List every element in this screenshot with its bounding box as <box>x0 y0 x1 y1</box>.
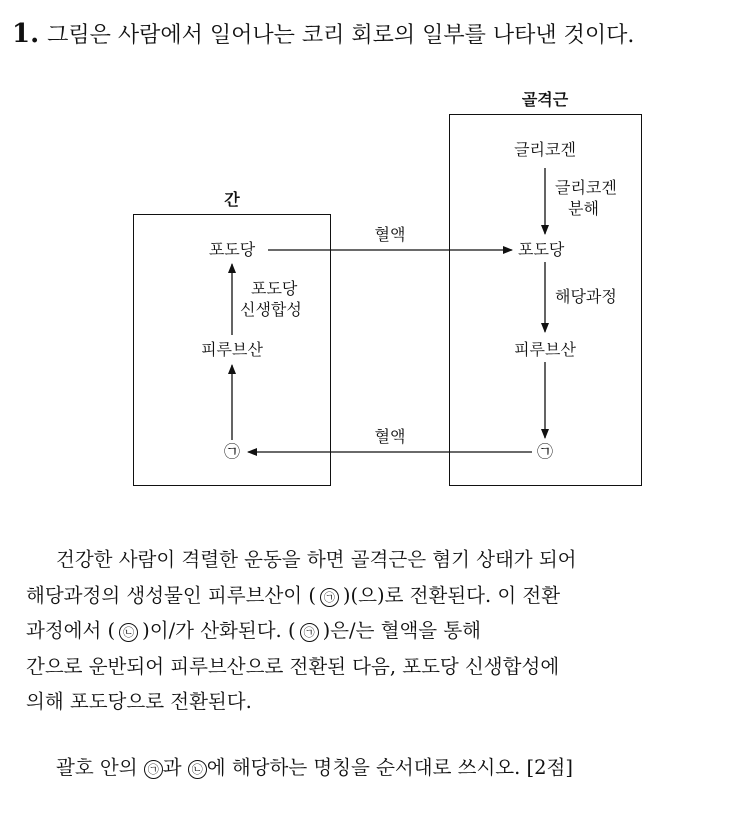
blank-marker-1: ㉠ <box>320 588 339 607</box>
question-text: 그림은 사람에서 일어나는 코리 회로의 일부를 나타낸 것이다. <box>47 23 635 48</box>
prompt-marker-2: ㉡ <box>188 760 207 779</box>
passage-line-5: 의해 포도당으로 전환된다. <box>26 690 252 713</box>
liver-pyruvate: 피루브산 <box>201 340 263 359</box>
prompt-c: 에 해당하는 명칭을 순서대로 쓰시오. [2점] <box>206 756 574 779</box>
prompt-a: 괄호 안의 <box>56 756 138 779</box>
passage-line-2 <box>26 578 726 614</box>
passage-l2a: 해당과정의 생성물인 피루브산이 ( <box>26 583 316 607</box>
prompt-b: 과 <box>162 756 182 779</box>
blood-label-bottom: 혈액 <box>374 427 406 446</box>
muscle-title: 골격근 <box>521 90 569 109</box>
blood-label-top: 혈액 <box>374 225 406 244</box>
question-prompt <box>56 752 573 780</box>
passage-l3a: 과정에서 ( <box>26 619 116 642</box>
muscle-glucose: 포도당 <box>518 240 565 259</box>
muscle-pyruvate: 피루브산 <box>514 340 576 359</box>
passage <box>26 542 726 720</box>
prompt-marker-1: ㉠ <box>144 760 163 779</box>
muscle-process1-line1: 글리코겐 <box>555 178 617 197</box>
muscle-marker: ㉠ <box>536 442 554 461</box>
muscle-process2: 해당과정 <box>555 287 617 306</box>
question-number: 1. <box>12 19 40 49</box>
blank-marker-3: ㉠ <box>300 623 319 642</box>
passage-l3c: )은/는 혈액을 통해 <box>322 619 481 642</box>
muscle-glycogen: 글리코겐 <box>514 140 576 159</box>
liver-marker: ㉠ <box>223 442 241 461</box>
blank-marker-2: ㉡ <box>119 623 138 642</box>
muscle-process1-line2: 분해 <box>568 199 599 218</box>
liver-process-line1: 포도당 <box>251 279 298 298</box>
passage-line-1: 건강한 사람이 격렬한 운동을 하면 골격근은 혐기 상태가 되어 <box>56 548 577 571</box>
passage-line-4: 간으로 운반되어 피루브산으로 전환된 다음, 포도당 신생합성에 <box>26 654 560 678</box>
passage-l3b: )이/가 산화된다. ( <box>142 619 296 642</box>
liver-glucose: 포도당 <box>208 240 256 259</box>
passage-line-3 <box>26 613 726 649</box>
liver-title: 간 <box>224 190 240 209</box>
passage-l2b: )(으)로 전환된다. 이 전환 <box>342 583 561 607</box>
liver-process-line2: 신생합성 <box>240 300 302 319</box>
